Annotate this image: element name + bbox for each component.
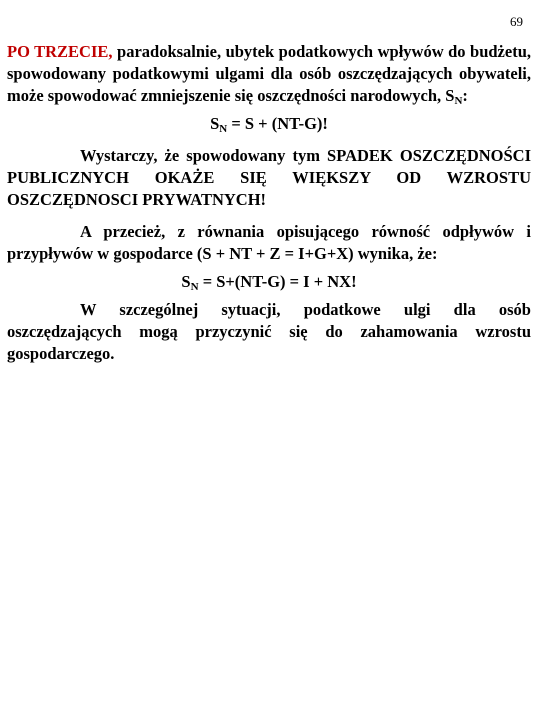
- formula-subscript: N: [219, 123, 228, 135]
- paragraph-wystarczy: Wystarczy, że spowodowany tym SPADEK OSZCZĘDNOŚCI PUBLICZNYCH OKAŻE SIĘ WIĘKSZY OD WZROSTU OSZCZĘDNOSCI PRYWATNYCH!: [7, 146, 531, 209]
- paragraph-w-szczegolnej: W szczególnej sytuacji, podatkowe ulgi dla osób oszczędzających mogą przyczynić się do zahamowania wzrostu gospodarczego.: [7, 300, 531, 363]
- paragraph-a-przeciez: A przecież, z równania opisującego równość odpływów i przypływów w gospodarce (S + NT + Z = I+G+X) wynika, że:: [7, 222, 531, 263]
- section-lead: PO TRZECIE,: [7, 42, 113, 61]
- formula-symbol: S: [181, 272, 191, 291]
- document-body: [7, 41, 531, 365]
- subscript: N: [454, 95, 463, 107]
- paragraph-tail: :: [462, 86, 468, 105]
- paragraph-po-trzecie: [7, 41, 531, 107]
- formula-expression: = S+(NT-G) = I + NX!: [198, 272, 357, 291]
- formula-national-savings: [7, 113, 531, 135]
- formula-symbol: S: [210, 114, 220, 133]
- formula-expression: = S + (NT-G)!: [227, 114, 328, 133]
- formula-subscript: N: [190, 281, 199, 293]
- page-number: 69: [510, 14, 523, 29]
- paragraph-text: paradoksalnie, ubytek podatkowych wpływów do budżetu, spowodowany podatkowymi ulgami dla osób oszczędzających obywateli, może spowodować zmniejszenie się oszczędności narodowych, S: [7, 42, 532, 105]
- formula-equilibrium: [7, 271, 531, 293]
